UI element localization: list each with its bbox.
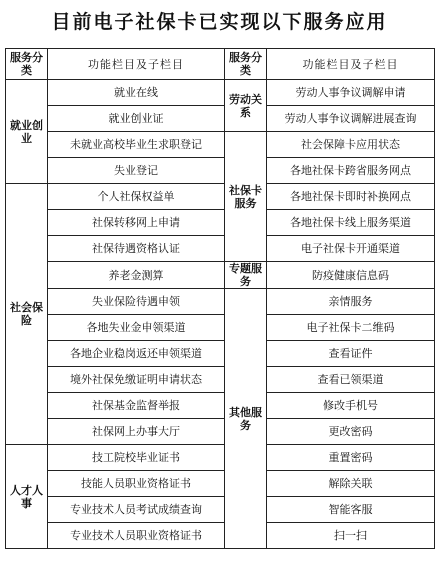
table-row bbox=[6, 262, 435, 289]
table-cell: 社会保障卡应用状态 bbox=[267, 132, 435, 158]
table-cell: 电子社保卡开通渠道 bbox=[267, 236, 435, 262]
table-row bbox=[6, 210, 435, 236]
table-cell: 失业保险待遇申领 bbox=[48, 289, 225, 315]
table-row bbox=[6, 367, 435, 393]
header-right-category: 服务分类 bbox=[225, 49, 267, 80]
table-cell: 防疫健康信息码 bbox=[267, 262, 435, 289]
page-title: 目前电子社保卡已实现以下服务应用 bbox=[51, 10, 388, 33]
table-cell: 劳动人事争议调解进展查询 bbox=[267, 106, 435, 132]
header-left-category: 服务分类 bbox=[6, 49, 48, 80]
table-cell: 电子社保卡二维码 bbox=[267, 315, 435, 341]
header-left-function: 功能栏目及子栏目 bbox=[48, 49, 225, 80]
table-cell: 养老金测算 bbox=[48, 262, 225, 289]
table-row bbox=[6, 471, 435, 497]
table-row bbox=[6, 106, 435, 132]
table-row bbox=[6, 289, 435, 315]
table-cell: 就业在线 bbox=[48, 80, 225, 106]
service-table bbox=[5, 48, 435, 549]
category-employment: 就业创业 bbox=[6, 80, 48, 184]
table-cell: 社保待遇资格认证 bbox=[48, 236, 225, 262]
table-cell: 个人社保权益单 bbox=[48, 184, 225, 210]
table-cell: 查看已领渠道 bbox=[267, 367, 435, 393]
table-cell: 修改手机号 bbox=[267, 393, 435, 419]
table-cell: 专业技术人员考试成绩查询 bbox=[48, 497, 225, 523]
category-social-insurance: 社会保险 bbox=[6, 184, 48, 445]
table-row bbox=[6, 315, 435, 341]
table-cell: 专业技术人员职业资格证书 bbox=[48, 523, 225, 549]
table-cell: 就业创业证 bbox=[48, 106, 225, 132]
table-cell: 更改密码 bbox=[267, 419, 435, 445]
table-cell: 各地社保卡即时补换网点 bbox=[267, 184, 435, 210]
table-row bbox=[6, 341, 435, 367]
header-row bbox=[6, 49, 435, 80]
table-row bbox=[6, 158, 435, 184]
table-cell: 各地社保卡线上服务渠道 bbox=[267, 210, 435, 236]
table-cell: 技工院校毕业证书 bbox=[48, 445, 225, 471]
table-cell: 解除关联 bbox=[267, 471, 435, 497]
table-cell: 失业登记 bbox=[48, 158, 225, 184]
table-cell: 社保基金监督举报 bbox=[48, 393, 225, 419]
table-row bbox=[6, 419, 435, 445]
table-cell: 各地企业稳岗返还申领渠道 bbox=[48, 341, 225, 367]
table-row bbox=[6, 523, 435, 549]
table-cell: 智能客服 bbox=[267, 497, 435, 523]
table-row bbox=[6, 132, 435, 158]
table-cell: 亲情服务 bbox=[267, 289, 435, 315]
table-cell: 扫一扫 bbox=[267, 523, 435, 549]
category-talent: 人才人事 bbox=[6, 445, 48, 549]
category-card-service: 社保卡服务 bbox=[225, 132, 267, 262]
table-cell: 社保网上办事大厅 bbox=[48, 419, 225, 445]
category-other-service: 其他服务 bbox=[225, 289, 267, 549]
table-cell: 社保转移网上申请 bbox=[48, 210, 225, 236]
table-row bbox=[6, 497, 435, 523]
header-right-function: 功能栏目及子栏目 bbox=[267, 49, 435, 80]
table-row bbox=[6, 80, 435, 106]
table-cell: 重置密码 bbox=[267, 445, 435, 471]
table-row bbox=[6, 445, 435, 471]
table-cell: 各地失业金申领渠道 bbox=[48, 315, 225, 341]
table-cell: 未就业高校毕业生求职登记 bbox=[48, 132, 225, 158]
table-cell: 技能人员职业资格证书 bbox=[48, 471, 225, 497]
table-row bbox=[6, 393, 435, 419]
table-cell: 查看证件 bbox=[267, 341, 435, 367]
category-special-service: 专题服务 bbox=[225, 262, 267, 289]
table-cell: 境外社保免缴证明申请状态 bbox=[48, 367, 225, 393]
table-row bbox=[6, 236, 435, 262]
table-cell: 各地社保卡跨省服务网点 bbox=[267, 158, 435, 184]
table-cell: 劳动人事争议调解申请 bbox=[267, 80, 435, 106]
category-labor-relations: 劳动关系 bbox=[225, 80, 267, 132]
table-row bbox=[6, 184, 435, 210]
